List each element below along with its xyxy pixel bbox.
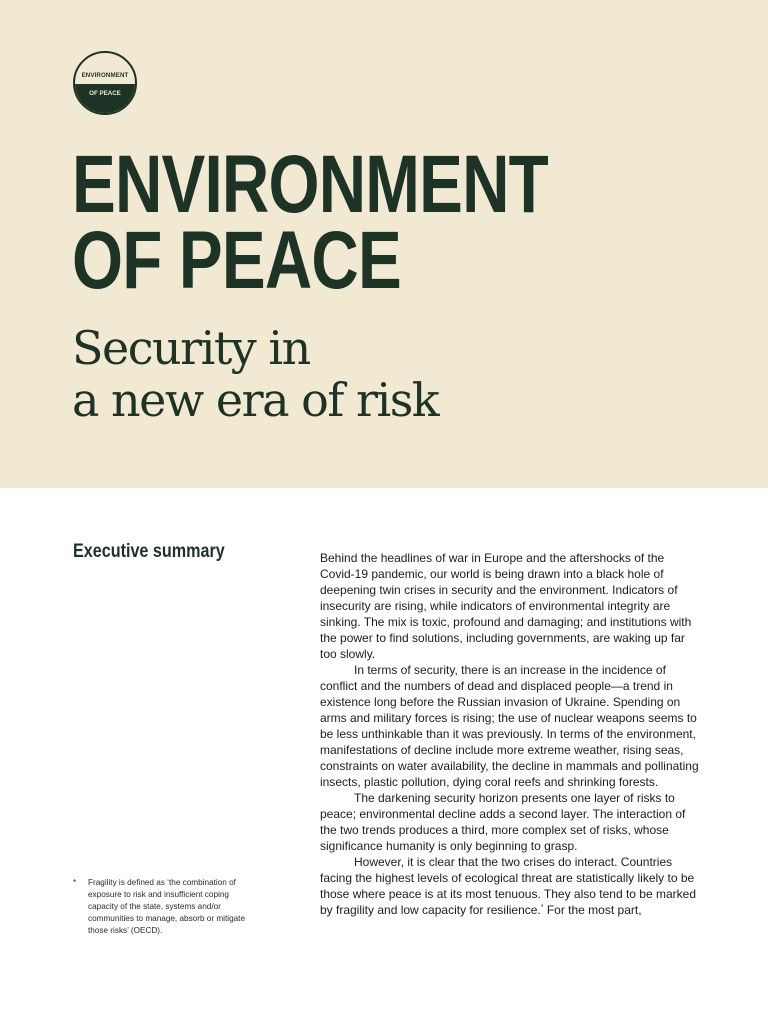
logo-top-text: ENVIRONMENT — [81, 72, 129, 79]
subtitle-line-2: a new era of risk — [72, 373, 439, 427]
body-paragraph-3: The darkening security horizon presents one layer of risks to peace; environmental decline adds a second layer. The interaction of the two trends produces a third, more complex set of risks, whose significance humanity is only beginning to grasp. — [320, 791, 686, 853]
logo-bottom-half — [75, 84, 135, 113]
environment-of-peace-logo — [73, 51, 137, 115]
footnote — [73, 877, 248, 937]
subtitle — [72, 322, 572, 426]
body-paragraph-4-text: However, it is clear that the two crises do interact. Countries facing the highest levels of ecological threat are statistically likely to be those where peace is at its most tenuous. They also tend to be marked by fragility and low capacity for resilience. — [320, 855, 696, 917]
body-paragraph-4 — [320, 854, 700, 918]
executive-summary-body — [320, 550, 700, 918]
body-paragraph-1: Behind the headlines of war in Europe and the aftershocks of the Covid-19 pandemic, our world is being drawn into a black hole of deepening twin crises in security and the environment. Indicators of insecurity are rising, while indicators of environmental integrity are sinking. The mix is toxic, profound and damaging; and institutions with the power to find solutions, including governments, are waking up far too slowly. — [320, 551, 692, 661]
section-heading: Executive summary — [73, 541, 225, 562]
main-title-line-1: ENVIRONMENT — [72, 139, 548, 230]
body-paragraph-4-continuation: For the most part, — [543, 903, 642, 917]
logo-bottom-text: OF PEACE — [89, 90, 121, 97]
footnote-reference: * — [540, 904, 544, 911]
cover-banner — [0, 0, 768, 488]
footnote-text: Fragility is defined as ‘the combination of exposure to risk and insufficient coping capacity of the state, systems and/or communities to manage, absorb or mitigate those risks’ (OECD). — [88, 878, 246, 935]
footnote-mark: * — [73, 878, 77, 887]
subtitle-line-1: Security in — [72, 321, 310, 375]
main-title-line-2: OF PEACE — [72, 215, 401, 306]
body-paragraph-2: In terms of security, there is an increase in the incidence of conflict and the numbers of dead and displaced people—a trend in existence long before the Russian invasion of Ukraine. Spending on arms and military forces is rising; the use of nuclear weapons seems to be less unthinkable than it was previously. In terms of the environment, manifestations of decline include more extreme weather, rising seas, constraints on water availability, the decline in mammals and pollinating insects, plastic pollution, dying coral reefs and shrinking forests. — [320, 663, 699, 789]
main-title — [72, 139, 568, 306]
